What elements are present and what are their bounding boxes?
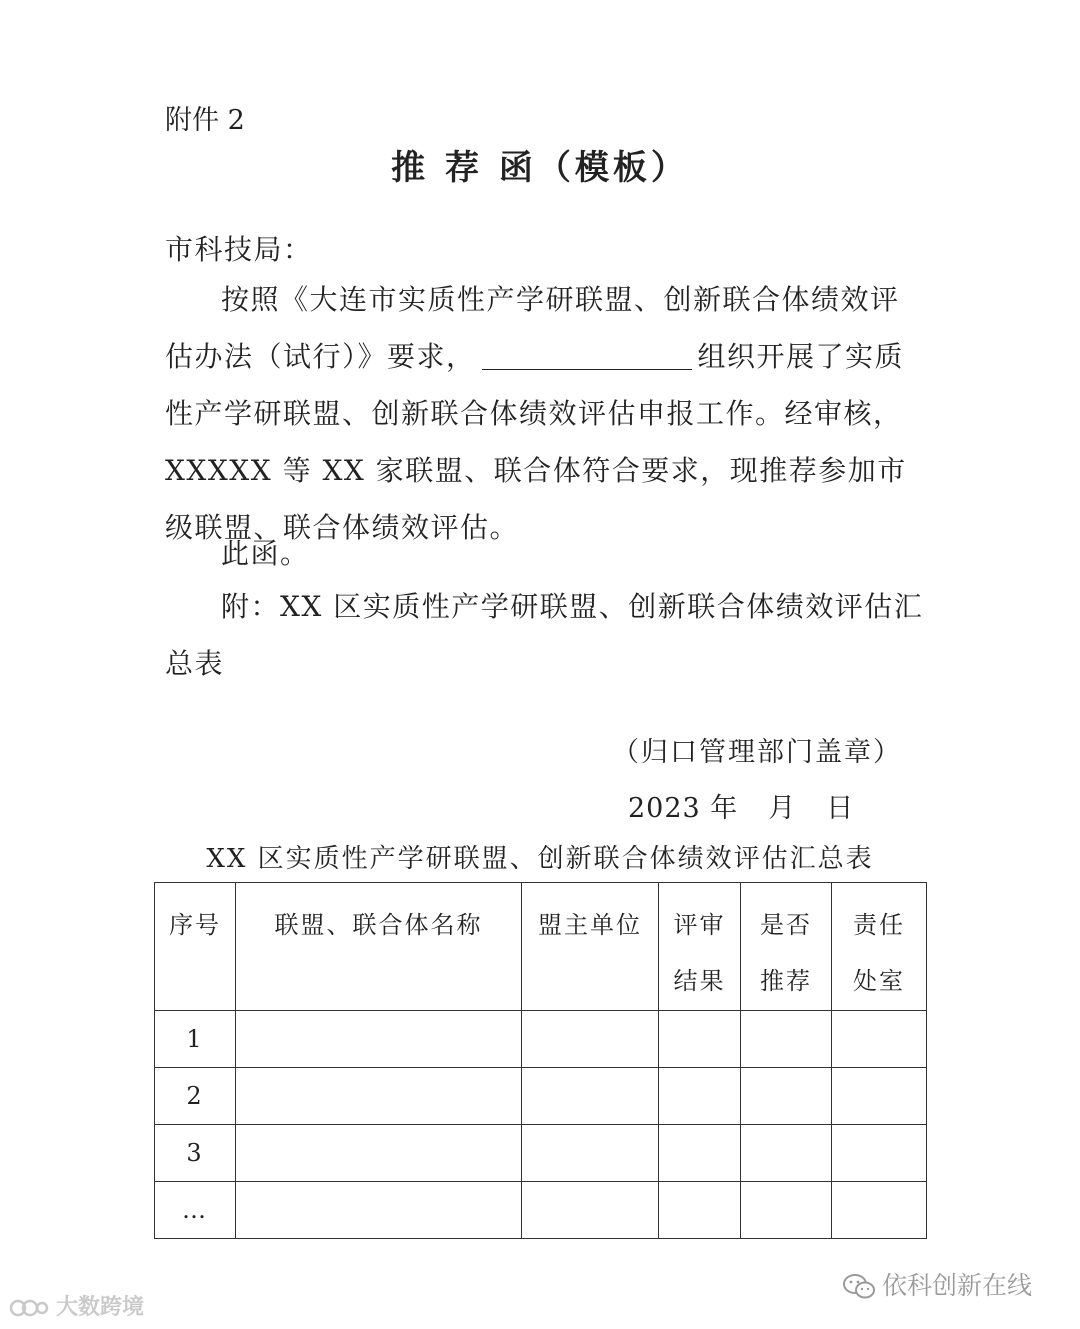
addressee: 市科技局： [165,233,313,266]
table-row [155,1068,927,1125]
closing-line: 此函。 [221,537,310,570]
row-index: 1 [155,1011,236,1068]
table-row [155,1125,927,1182]
row-index: 2 [155,1068,236,1125]
watermark-left: 大数跨境 [8,1290,144,1321]
summary-table [154,882,927,1239]
wechat-icon [842,1273,876,1301]
watermark-right: 依科创新在线 [842,1266,1032,1302]
document-title: 推 荐 函（模板） [391,148,689,188]
header-alliance-name: 联盟、联合体名称 [236,883,522,1011]
header-review-result: 评审 结果 [659,883,741,1011]
table-row [155,1011,927,1068]
table-row [155,1182,927,1239]
date-year: 2023 年 [628,793,739,824]
fill-in-blank-line [482,341,692,370]
header-responsible-office: 责任 处室 [832,883,927,1011]
main-paragraph-part1: 按照《大连市实质性产学研联盟、创新联合体绩效评估办法（试行）》要求， [165,283,900,373]
row-index: 3 [155,1125,236,1182]
attachment-label: 附件 2 [165,105,245,136]
table-header-row [155,883,927,1011]
date-day: 日 [826,793,855,824]
header-recommended: 是否 推荐 [741,883,832,1011]
seal-note: （归口管理部门盖章） [612,737,902,768]
header-lead-unit: 盟主单位 [522,883,659,1011]
main-paragraph [165,271,925,556]
main-paragraph-part2: 组织开展了实质性产学研联盟、创新联合体绩效评估申报工作。经审核，XXXXX 等 XX 家联盟、联合体符合要求，现推荐参加市级联盟、联合体绩效评估。 [165,340,907,544]
header-index: 序号 [155,883,236,1011]
watermark-logo-icon [8,1298,50,1318]
row-index: … [155,1182,236,1239]
annex-note: 附：XX 区实质性产学研联盟、创新联合体绩效评估汇总表 [165,590,924,680]
table-title: XX 区实质性产学研联盟、创新联合体绩效评估汇总表 [206,844,874,874]
date-month: 月 [768,793,797,824]
date-line [628,786,884,825]
